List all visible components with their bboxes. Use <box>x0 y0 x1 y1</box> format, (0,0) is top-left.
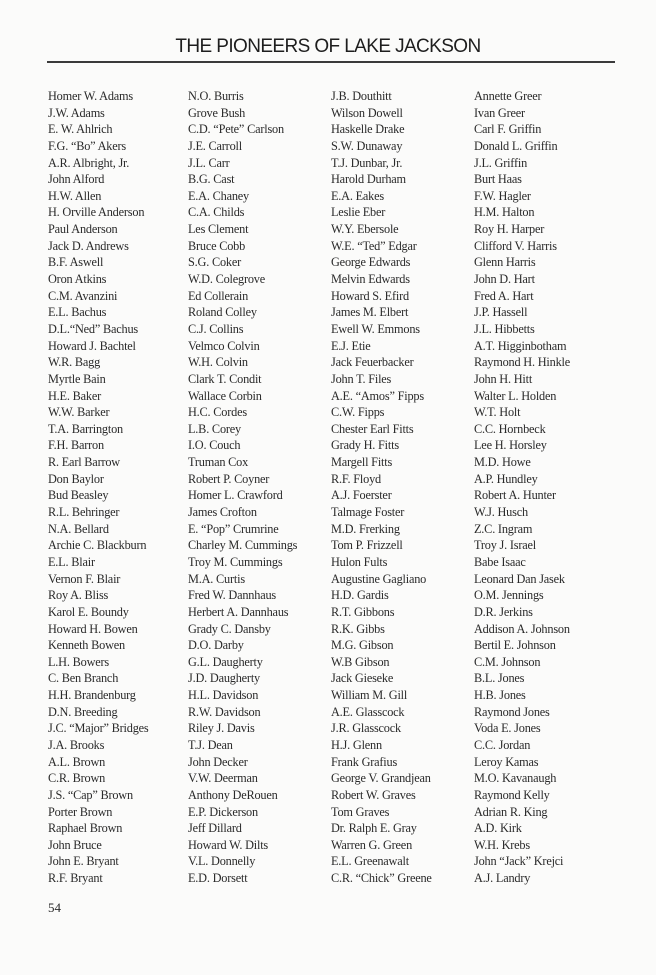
name-entry: Jeff Dillard <box>188 821 242 836</box>
name-entry: W.Y. Ebersole <box>331 222 399 237</box>
name-entry: J.C. “Major” Bridges <box>48 721 149 736</box>
name-entry: R.L. Behringer <box>48 505 120 520</box>
name-entry: H.E. Baker <box>48 388 101 403</box>
name-entry: Babe Isaac <box>474 554 526 569</box>
name-entry: Harold Durham <box>331 172 406 187</box>
name-entry: H.D. Gardis <box>331 588 389 603</box>
name-entry: J.D. Daugherty <box>188 671 260 686</box>
name-entry: E.L. Bachus <box>48 305 107 320</box>
name-entry: Ewell W. Emmons <box>331 321 420 336</box>
name-entry: B.F. Aswell <box>48 255 104 270</box>
name-entry: Tom P. Frizzell <box>331 538 403 553</box>
name-entry: R.T. Gibbons <box>331 604 395 619</box>
name-entry: W.W. Barker <box>48 405 110 420</box>
name-entry: D.O. Darby <box>188 638 244 653</box>
name-entry: A.J. Foerster <box>331 488 392 503</box>
name-entry: James M. Elbert <box>331 305 409 320</box>
name-entry: Paul Anderson <box>48 222 118 237</box>
name-entry: J.L. Hibbetts <box>474 321 535 336</box>
name-entry: Robert P. Coyner <box>188 471 270 486</box>
name-entry: C.C. Jordan <box>474 737 531 752</box>
name-entry: J.L. Carr <box>188 155 230 170</box>
name-entry: Hulon Fults <box>331 554 388 569</box>
name-entry: Homer L. Crawford <box>188 488 283 503</box>
name-entry: D.N. Breeding <box>48 704 118 719</box>
names-column-2 <box>188 88 297 887</box>
name-entry: J.R. Glasscock <box>331 721 401 736</box>
name-entry: Raymond H. Hinkle <box>474 355 570 370</box>
name-entry: Melvin Edwards <box>331 272 410 287</box>
name-entry: John Decker <box>188 754 248 769</box>
name-entry: L.H. Bowers <box>48 654 109 669</box>
name-entry: M.D. Howe <box>474 455 531 470</box>
name-entry: F.G. “Bo” Akers <box>48 138 126 153</box>
names-column-4 <box>474 88 570 887</box>
name-entry: Haskelle Drake <box>331 122 405 137</box>
name-entry: J.W. Adams <box>48 105 105 120</box>
name-entry: V.W. Deerman <box>188 771 258 786</box>
name-entry: Adrian R. King <box>474 804 548 819</box>
name-entry: W.H. Colvin <box>188 355 248 370</box>
name-entry: E.A. Eakes <box>331 188 384 203</box>
name-entry: R. Earl Barrow <box>48 455 120 470</box>
name-entry: Robert W. Graves <box>331 787 416 802</box>
name-entry: Z.C. Ingram <box>474 521 533 536</box>
name-entry: Raymond Kelly <box>474 787 550 802</box>
name-entry: James Crofton <box>188 505 257 520</box>
name-entry: R.F. Bryant <box>48 871 103 886</box>
name-entry: Les Clement <box>188 222 249 237</box>
name-entry: H.M. Halton <box>474 205 535 220</box>
name-entry: Jack D. Andrews <box>48 238 129 253</box>
name-entry: E. “Pop” Crumrine <box>188 521 279 536</box>
name-entry: Troy J. Israel <box>474 538 536 553</box>
name-entry: John E. Bryant <box>48 854 119 869</box>
name-entry: W.T. Holt <box>474 405 521 420</box>
name-entry: J.S. “Cap” Brown <box>48 787 133 802</box>
names-column-1 <box>48 88 149 887</box>
name-entry: Don Baylor <box>48 471 104 486</box>
name-entry: Dr. Ralph E. Gray <box>331 821 417 836</box>
name-entry: R.K. Gibbs <box>331 621 385 636</box>
name-entry: Vernon F. Blair <box>48 571 121 586</box>
page-number: 54 <box>48 900 61 915</box>
name-entry: Lee H. Horsley <box>474 438 547 453</box>
name-entry: E.P. Dickerson <box>188 804 258 819</box>
name-entry: Roy A. Bliss <box>48 588 109 603</box>
name-entry: E.L. Greenawalt <box>331 854 409 869</box>
name-entry: N.A. Bellard <box>48 521 109 536</box>
name-entry: Glenn Harris <box>474 255 536 270</box>
name-entry: Clifford V. Harris <box>474 238 557 253</box>
name-entry: Bertil E. Johnson <box>474 638 556 653</box>
name-entry: Kenneth Bowen <box>48 638 125 653</box>
name-entry: D.L.“Ned” Bachus <box>48 321 139 336</box>
name-entry: J.L. Griffin <box>474 155 528 170</box>
name-entry: A.D. Kirk <box>474 821 522 836</box>
name-entry: Burt Haas <box>474 172 522 187</box>
name-entry: Grove Bush <box>188 105 246 120</box>
name-entry: Augustine Gagliano <box>331 571 427 586</box>
name-entry: Roy H. Harper <box>474 222 545 237</box>
name-entry: A.L. Brown <box>48 754 106 769</box>
name-entry: M.G. Gibson <box>331 638 394 653</box>
name-entry: E. W. Ahlrich <box>48 122 113 137</box>
name-entry: I.O. Couch <box>188 438 241 453</box>
name-entry: Oron Atkins <box>48 272 107 287</box>
name-entry: John “Jack” Krejci <box>474 854 564 869</box>
name-entry: J.P. Hassell <box>474 305 528 320</box>
names-column-3 <box>331 88 432 887</box>
name-entry: Jack Feuerbacker <box>331 355 414 370</box>
name-entry: C.M. Johnson <box>474 654 541 669</box>
name-entry: B.L. Jones <box>474 671 525 686</box>
name-entry: John T. Files <box>331 371 392 386</box>
name-entry: Voda E. Jones <box>474 721 541 736</box>
name-entry: Leslie Eber <box>331 205 386 220</box>
name-entry: A.E. Glasscock <box>331 704 405 719</box>
name-entry: Carl F. Griffin <box>474 122 542 137</box>
name-entry: Fred W. Dannhaus <box>188 588 276 603</box>
name-entry: E.L. Blair <box>48 554 95 569</box>
name-entry: Velmco Colvin <box>188 338 260 353</box>
name-entry: Clark T. Condit <box>188 371 262 386</box>
name-entry: Howard J. Bachtel <box>48 338 136 353</box>
name-entry: Annette Greer <box>474 89 542 103</box>
name-entry: Archie C. Blackburn <box>48 538 147 553</box>
name-entry: Ivan Greer <box>474 105 525 120</box>
name-entry: R.W. Davidson <box>188 704 261 719</box>
name-entry: S.W. Dunaway <box>331 138 403 153</box>
name-entry: Leroy Kamas <box>474 754 539 769</box>
name-entry: C.R. Brown <box>48 771 106 786</box>
name-entry: W.D. Colegrove <box>188 272 266 287</box>
name-entry: S.G. Coker <box>188 255 241 270</box>
name-entry: C.C. Hornbeck <box>474 421 546 436</box>
name-entry: John D. Hart <box>474 272 535 287</box>
name-entry: W.B Gibson <box>331 654 390 669</box>
name-entry: A.R. Albright, Jr. <box>48 155 130 170</box>
name-entry: H.L. Davidson <box>188 688 259 703</box>
name-entry: W.H. Krebs <box>474 837 530 852</box>
name-entry: Chester Earl Fitts <box>331 421 414 436</box>
name-entry: E.J. Etie <box>331 338 371 353</box>
name-entry: M.O. Kavanaugh <box>474 771 557 786</box>
name-entry: Homer W. Adams <box>48 89 133 103</box>
name-entry: Walter L. Holden <box>474 388 557 403</box>
name-entry: C.W. Fipps <box>331 405 385 420</box>
name-entry: V.L. Donnelly <box>188 854 256 869</box>
name-entry: Donald L. Griffin <box>474 138 558 153</box>
name-entry: J.B. Douthitt <box>331 89 392 103</box>
name-entry: H.W. Allen <box>48 188 102 203</box>
name-entry: Addison A. Johnson <box>474 621 570 636</box>
name-entry: C. Ben Branch <box>48 671 119 686</box>
name-entry: Roland Colley <box>188 305 257 320</box>
name-entry: John H. Hitt <box>474 371 533 386</box>
name-entry: Robert A. Hunter <box>474 488 556 503</box>
name-entry: Bruce Cobb <box>188 238 246 253</box>
name-entry: N.O. Burris <box>188 89 244 103</box>
name-entry: Truman Cox <box>188 455 249 470</box>
name-entry: W.J. Husch <box>474 505 528 520</box>
name-entry: Howard H. Bowen <box>48 621 138 636</box>
name-entry: Anthony DeRouen <box>188 787 278 802</box>
name-entry: H.H. Brandenburg <box>48 688 136 703</box>
name-entry: E.A. Chaney <box>188 188 249 203</box>
name-entry: Margell Fitts <box>331 455 393 470</box>
name-entry: Grady C. Dansby <box>188 621 271 636</box>
name-entry: F.W. Hagler <box>474 188 531 203</box>
name-entry: T.J. Dunbar, Jr. <box>331 155 403 170</box>
name-entry: B.G. Cast <box>188 172 235 187</box>
name-entry: D.R. Jerkins <box>474 604 533 619</box>
name-entry: H.C. Cordes <box>188 405 247 420</box>
name-entry: John Bruce <box>48 837 102 852</box>
name-entry: Raymond Jones <box>474 704 550 719</box>
name-entry: H.B. Jones <box>474 688 526 703</box>
name-entry: J.A. Brooks <box>48 737 105 752</box>
name-entry: C.J. Collins <box>188 321 244 336</box>
name-entry: C.M. Avanzini <box>48 288 118 303</box>
name-entry: T.A. Barrington <box>48 421 123 436</box>
name-entry: Troy M. Cummings <box>188 554 283 569</box>
name-entry: Porter Brown <box>48 804 113 819</box>
name-entry: Karol E. Boundy <box>48 604 129 619</box>
name-entry: G.L. Daugherty <box>188 654 263 669</box>
name-entry: Howard W. Dilts <box>188 837 269 852</box>
name-entry: M.A. Curtis <box>188 571 245 586</box>
name-entry: Riley J. Davis <box>188 721 255 736</box>
name-entry: Grady H. Fitts <box>331 438 399 453</box>
name-entry: Fred A. Hart <box>474 288 534 303</box>
name-entry: Talmage Foster <box>331 505 405 520</box>
name-entry: A.P. Hundley <box>474 471 538 486</box>
name-entry: William M. Gill <box>331 688 408 703</box>
name-entry: Tom Graves <box>331 804 390 819</box>
name-entry: M.D. Frerking <box>331 521 400 536</box>
name-entry: Myrtle Bain <box>48 371 106 386</box>
name-entry: O.M. Jennings <box>474 588 544 603</box>
name-entry: George V. Grandjean <box>331 771 431 786</box>
name-entry: E.D. Dorsett <box>188 871 248 886</box>
name-entry: W.R. Bagg <box>48 355 101 370</box>
name-entry: J.E. Carroll <box>188 138 242 153</box>
name-entry: Frank Grafius <box>331 754 398 769</box>
name-entry: C.R. “Chick” Greene <box>331 871 432 886</box>
name-entry: Howard S. Efird <box>331 288 409 303</box>
name-entry: Raphael Brown <box>48 821 123 836</box>
name-entry: H.J. Glenn <box>331 737 382 752</box>
name-entry: A.J. Landry <box>474 871 531 886</box>
name-entry: Wilson Dowell <box>331 105 403 120</box>
name-entry: Jack Gieseke <box>331 671 394 686</box>
name-entry: W.E. “Ted” Edgar <box>331 238 417 253</box>
name-entry: A.T. Higginbotham <box>474 338 567 353</box>
name-entry: R.F. Floyd <box>331 471 381 486</box>
name-entry: Herbert A. Dannhaus <box>188 604 289 619</box>
name-entry: C.A. Childs <box>188 205 245 220</box>
name-entry: L.B. Corey <box>188 421 241 436</box>
name-entry: Bud Beasley <box>48 488 109 503</box>
name-entry: F.H. Barron <box>48 438 104 453</box>
name-entry: A.E. “Amos” Fipps <box>331 388 424 403</box>
page-title: THE PIONEERS OF LAKE JACKSON <box>175 36 481 57</box>
name-entry: John Alford <box>48 172 105 187</box>
name-entry: Wallace Corbin <box>188 388 262 403</box>
name-entry: Ed Collerain <box>188 288 249 303</box>
name-entry: Charley M. Cummings <box>188 538 298 553</box>
name-entry: George Edwards <box>331 255 411 270</box>
name-entry: C.D. “Pete” Carlson <box>188 122 284 137</box>
name-entry: Leonard Dan Jasek <box>474 571 565 586</box>
name-entry: T.J. Dean <box>188 737 233 752</box>
name-entry: H. Orville Anderson <box>48 205 145 220</box>
title-rule <box>47 61 615 63</box>
name-entry: Warren G. Green <box>331 837 413 852</box>
